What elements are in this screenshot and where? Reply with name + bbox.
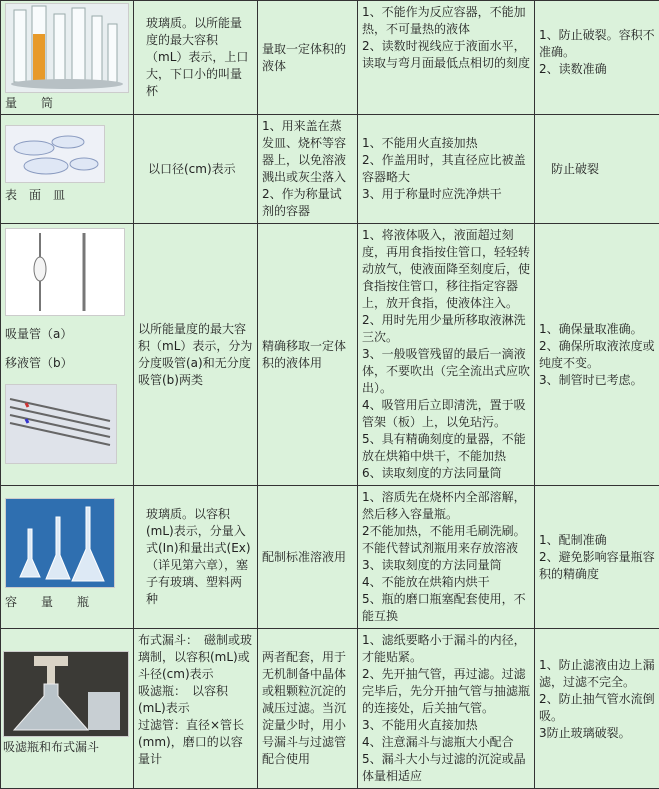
suction-flask-image — [3, 651, 129, 737]
watch-glass-image — [5, 125, 105, 183]
volumetric-flask-image — [5, 498, 115, 588]
pipette-image — [5, 228, 125, 316]
notes-cell: 1、溶质先在烧杯内全部溶解，然后移入容量瓶。 2不能加热，不能用毛刷洗刷。 不能代替试剂瓶用来存放溶液 3、读取刻度的方法同量筒 4、不能放在烘箱内烘干 5、瓶的磨口瓶塞配套使用，不能互换 — [358, 486, 535, 629]
name-cell — [1, 224, 134, 486]
spec-cell: 布式漏斗： 磁制或玻璃制，以容积(mL)或斗径(cm)表示 吸滤瓶： 以容积(mL)表示 过滤管：直径×管长(mm)，磨口的以容量计 — [134, 629, 258, 789]
name-cell — [1, 629, 134, 789]
reason-cell: 1、确保量取准确。 2、确保所取液浓度或纯度不变。 3、制管时已考虑。 — [535, 224, 659, 486]
item-name: 容 量 瓶 — [5, 594, 129, 611]
spec-cell: 玻璃质。以容积(mL)表示，分量入式(In)和量出式(Ex)（详见第六章），塞子有玻璃、塑料两种 — [134, 486, 258, 629]
reason-cell: 1、防止滤液由边上漏滤，过滤不完全。 2、防止抽气管水流倒吸。 3防止玻璃破裂。 — [535, 629, 659, 789]
item-name: 表 面 皿 — [5, 187, 129, 204]
notes-cell: 1、滤纸要略小于漏斗的内径，才能贴紧。 2、先开抽气管，再过滤。过滤完毕后，先分开抽气管与抽滤瓶的连接处，后关抽气管。 3、不能用火直接加热 4、注意漏斗与滤瓶大小配合 5、漏斗大小与过滤的沉淀或晶体量相适应 — [358, 629, 535, 789]
notes-cell: 1、将液体吸入，液面超过刻度，再用食指按住管口，轻轻转动放气，使液面降至刻度后，使食指按住管口，移往指定容器上，放开食指，使液体注入。 2、用时先用少量所移取液淋洗三次。 3、一般吸管残留的最后一滴液体，不要吹出（完全流出式应吹出）。 4、吸管用后立即清洗，置于吸管架（板）上，以免玷污。 5、具有精确刻度的量器，不能放在烘箱中烘干，不能加热 6、读取刻度的方法同量筒 — [358, 224, 535, 486]
reason-cell: 1、防止破裂。容积不准确。 2、读数准确 — [535, 1, 659, 115]
pipettes-photo — [5, 384, 117, 464]
use-cell: 配制标准溶液用 — [258, 486, 358, 629]
notes-cell: 1、不能作为反应容器，不能加热，不可量热的液体 2、读数时视线应于液面水平，读取与弯月面最低点相切的刻度 — [358, 1, 535, 115]
notes-cell: 1、不能用火直接加热 2、作盖用时，其直径应比被盖容器略大 3、用于称量时应洗净烘干 — [358, 115, 535, 224]
use-cell: 量取一定体积的液体 — [258, 1, 358, 115]
name-cell — [1, 486, 134, 629]
use-cell: 1、用来盖在蒸发皿、烧杯等容器上，以免溶液溅出或灰尘落入 2、作为称量试剂的容器 — [258, 115, 358, 224]
table-row — [1, 1, 659, 115]
item-name: 量 筒 — [5, 95, 129, 112]
table-row — [1, 486, 659, 629]
spec-cell: 以所能量度的最大容积（mL）表示，分为分度吸管(a)和无分度吸管(b)两类 — [134, 224, 258, 486]
table-row — [1, 115, 659, 224]
spec-cell: 玻璃质。以所能量度的最大容积（mL）表示，上口大，下口小的叫量杯 — [134, 1, 258, 115]
item-name: 吸滤瓶和布式漏斗 — [3, 739, 131, 756]
table-row — [1, 629, 659, 789]
table-row — [1, 224, 659, 486]
reason-cell: 防止破裂 — [535, 115, 659, 224]
name-cell — [1, 1, 134, 115]
use-cell: 精确移取一定体积的液体用 — [258, 224, 358, 486]
graduated-cylinder-image — [5, 3, 129, 93]
reason-cell: 1、配制准确 2、避免影响容量瓶容积的精确度 — [535, 486, 659, 629]
name-cell — [1, 115, 134, 224]
item-name-b: 移液管（b） — [5, 355, 129, 372]
item-name-a: 吸量管（a） — [5, 326, 129, 343]
use-cell: 两者配套，用于无机制备中晶体或粗颗粒沉淀的减压过滤。当沉淀量少时，用小号漏斗与过滤管配合使用 — [258, 629, 358, 789]
spec-cell: 以口径(cm)表示 — [134, 115, 258, 224]
